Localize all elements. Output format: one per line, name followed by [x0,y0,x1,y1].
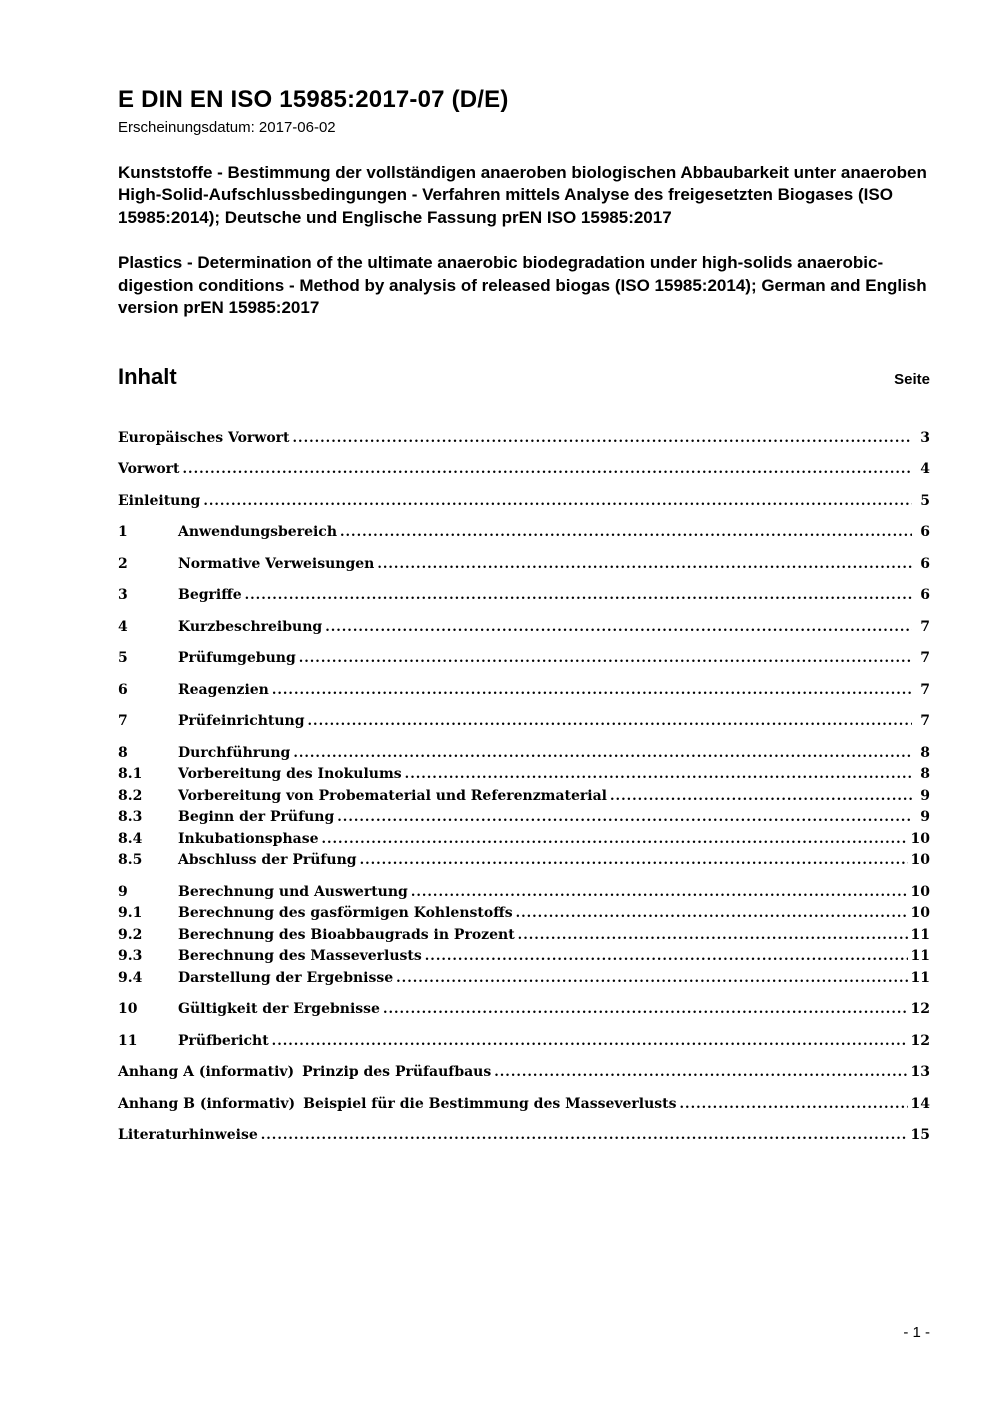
toc-entry-page: 6 [920,555,930,572]
toc-dot-leader [494,1062,907,1084]
toc-entry-number: 9.3 [118,948,143,965]
toc-entry [118,459,930,481]
document-title: E DIN EN ISO 15985:2017-07 (D/E) [118,86,509,113]
toc-dot-leader [377,554,912,576]
page-content [118,0,930,1147]
toc-entry-page: 5 [920,492,930,509]
toc-entry-title: Berechnung des Bioabbaugrads in Prozent [178,926,515,943]
toc-dot-leader [299,648,912,670]
toc-dot-leader [516,903,908,925]
toc-entry-title: Normative Verweisungen [178,555,375,572]
toc-dot-leader [337,807,912,829]
toc-entry-number: 9.2 [118,926,143,943]
publication-date: Erscheinungsdatum: 2017-06-02 [118,119,336,136]
toc-entry [118,946,930,968]
toc-page-column-label: Seite [894,370,930,388]
toc-entry-page: 4 [920,461,930,478]
toc-entry-title: Prinzip des Prüfaufbaus [302,1064,492,1081]
toc-entry-page: 6 [920,587,930,604]
toc-entry [118,829,930,851]
toc-entry-page: 12 [910,1032,930,1049]
toc-entry-page: 11 [910,969,930,986]
toc-entry-title: Berechnung des Masseverlusts [178,948,422,965]
toc-dot-leader [272,680,912,702]
toc-entry-page: 14 [910,1095,930,1112]
toc-entry-page: 11 [910,948,930,965]
toc-entry-page: 7 [920,618,930,635]
toc-entry [118,925,930,947]
toc-entry-title: Vorbereitung von Probematerial und Referenzmaterial [178,787,608,804]
toc-entry-page: 3 [920,429,930,446]
toc-entry [118,491,930,513]
toc-entry-page: 8 [920,744,930,761]
toc-entry-number: 3 [118,587,128,604]
toc-dot-leader [293,743,912,765]
toc-entry-number: 1 [118,524,128,541]
toc-dot-leader [321,829,907,851]
toc-entry-number: 7 [118,713,128,730]
toc-entry-title: Durchführung [178,744,291,761]
toc-entry-page: 10 [910,852,930,869]
toc-entry-number: 9.1 [118,905,143,922]
toc-entry [118,882,930,904]
toc-entry-number: 11 [118,1032,138,1049]
toc-dot-leader [425,946,908,968]
toc-header [118,364,930,390]
toc-entry [118,648,930,670]
toc-entry-title: Vorbereitung des Inokulums [178,766,402,783]
toc-dot-leader [272,1031,908,1053]
toc-heading: Inhalt [118,363,177,389]
toc-entry-page: 10 [910,830,930,847]
toc-entry-number: 8.2 [118,787,143,804]
toc-entry-title: Anwendungsbereich [178,524,337,541]
toc-entry-title: Prüfeinrichtung [178,713,305,730]
toc-entry-page: 10 [910,905,930,922]
toc-entry-number: 10 [118,1001,138,1018]
toc-entry [118,968,930,990]
toc-dot-leader [680,1094,908,1116]
toc-entry-title: Vorwort [118,461,180,478]
toc-entry-page: 13 [910,1064,930,1081]
toc-entry [118,786,930,808]
toc-entry-number: Anhang A (informativ) [118,1064,295,1081]
toc-entry-number: 9.4 [118,969,143,986]
toc-dot-leader [405,764,912,786]
toc-entry-title: Begriffe [178,587,242,604]
toc-entry-page: 6 [920,524,930,541]
toc-entry [118,680,930,702]
toc-entry-page: 9 [920,787,930,804]
toc-entry-title: Prüfumgebung [178,650,296,667]
toc-entry-title: Europäisches Vorwort [118,429,290,446]
toc-dot-leader [308,711,912,733]
toc-entry-page: 15 [910,1127,930,1144]
toc-entry-page: 9 [920,809,930,826]
toc-entry-title: Darstellung der Ergebnisse [178,969,394,986]
toc-entry-title: Beginn der Prüfung [178,809,335,826]
toc-entry-title: Berechnung des gasförmigen Kohlenstoffs [178,905,513,922]
toc-entry-number: 5 [118,650,128,667]
toc-entry-number: 8.4 [118,830,143,847]
standard-title-german: Kunststoffe - Bestimmung der vollständigen anaeroben biologischen Abbaubarkeit unter anaeroben High-Solid-Aufschlussbedingungen - Verfahren mittels Analyse des freigesetzten Biogases (ISO 15985:2014); Deutsche und Englische Fassung prEN ISO 15985:2017 [118,163,927,227]
toc-entry-title: Beispiel für die Bestimmung des Masseverlusts [303,1095,677,1112]
toc-entry [118,585,930,607]
toc-entry [118,999,930,1021]
standard-title-english: Plastics - Determination of the ultimate anaerobic biodegradation under high-solids anaerobic-digestion conditions - Method by analysis of released biogas (ISO 15985:2014); German and English version prEN 15985:2017 [118,253,927,318]
toc-dot-leader [293,428,912,450]
toc-dot-leader [360,850,908,872]
toc-entry-number: 8.3 [118,809,143,826]
toc-entry-number: 8.5 [118,852,143,869]
toc-list [118,428,930,1147]
toc-entry-title: Prüfbericht [178,1032,269,1049]
toc-dot-leader [518,925,908,947]
toc-entry-page: 7 [920,681,930,698]
toc-entry-page: 8 [920,766,930,783]
toc-entry [118,903,930,925]
toc-dot-leader [610,786,912,808]
page-number: - 1 - [903,1324,930,1341]
toc-entry-title: Einleitung [118,492,201,509]
toc-entry-number: 6 [118,681,128,698]
toc-entry-title: Berechnung und Auswertung [178,883,408,900]
toc-dot-leader [245,585,912,607]
toc-entry-page: 7 [920,650,930,667]
toc-entry-title: Abschluss der Prüfung [178,852,357,869]
toc-entry-page: 11 [910,926,930,943]
toc-entry-title: Inkubationsphase [178,830,319,847]
toc-entry-title: Gültigkeit der Ergebnisse [178,1001,380,1018]
toc-dot-leader [411,882,908,904]
toc-entry-title: Reagenzien [178,681,269,698]
toc-dot-leader [325,617,912,639]
toc-entry-page: 7 [920,713,930,730]
toc-entry [118,764,930,786]
toc-entry [118,617,930,639]
toc-entry [118,1125,930,1147]
toc-entry [118,428,930,450]
toc-dot-leader [340,522,912,544]
toc-dot-leader [183,459,912,481]
toc-entry [118,711,930,733]
toc-entry [118,743,930,765]
toc-entry-number: Anhang B (informativ) [118,1095,296,1112]
toc-entry [118,807,930,829]
toc-entry [118,522,930,544]
toc-dot-leader [396,968,907,990]
toc-entry [118,554,930,576]
toc-entry [118,850,930,872]
toc-entry [118,1062,930,1084]
toc-entry-title: Kurzbeschreibung [178,618,323,635]
toc-dot-leader [383,999,908,1021]
toc-entry-page: 12 [910,1001,930,1018]
toc-entry [118,1094,930,1116]
toc-entry-number: 9 [118,883,128,900]
toc-entry-number: 4 [118,618,128,635]
toc-entry-number: 2 [118,555,128,572]
toc-entry-number: 8 [118,744,128,761]
toc-entry-page: 10 [910,883,930,900]
toc-dot-leader [203,491,912,513]
toc-entry-title: Literaturhinweise [118,1127,258,1144]
toc-dot-leader [261,1125,908,1147]
toc-entry-number: 8.1 [118,766,143,783]
toc-entry [118,1031,930,1053]
